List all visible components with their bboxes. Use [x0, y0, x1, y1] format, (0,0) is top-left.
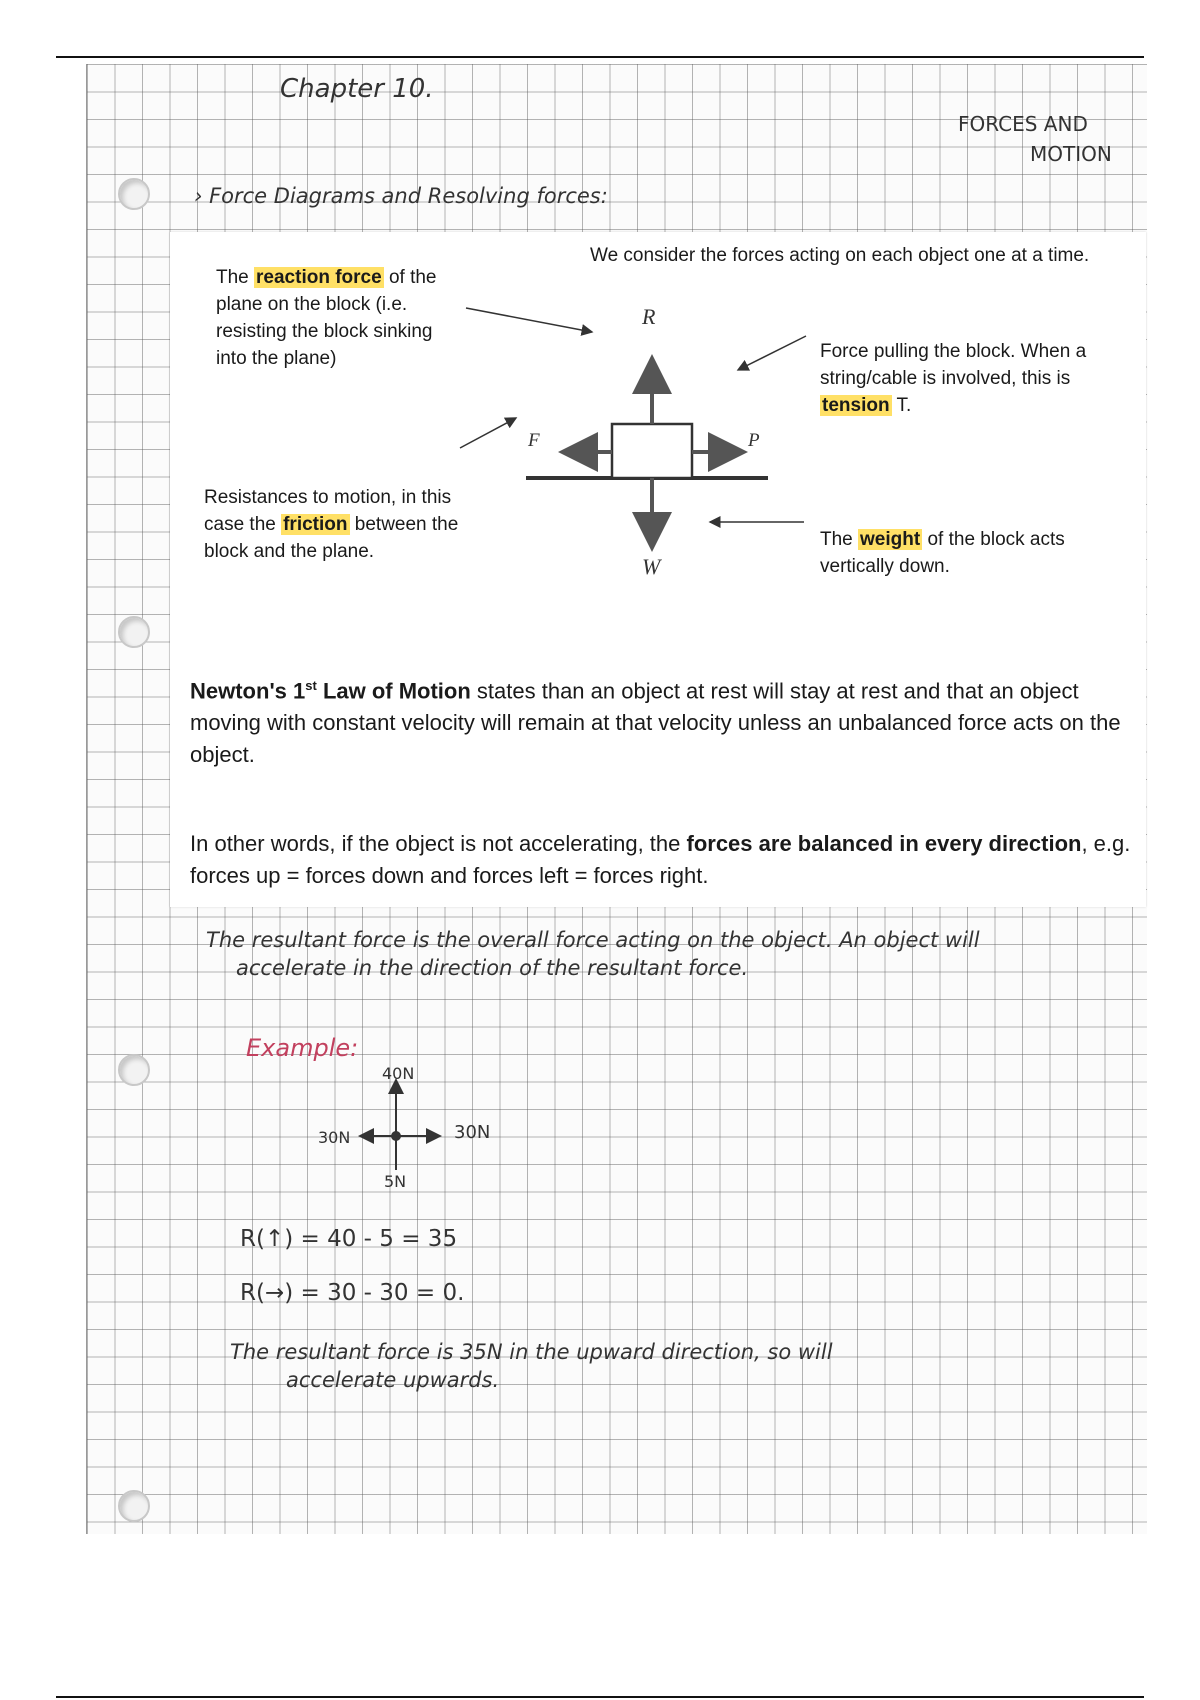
- force-right-label: 30N: [454, 1122, 491, 1143]
- top-rule: [56, 56, 1144, 58]
- label-R: R: [642, 304, 656, 329]
- printed-insert: [170, 232, 1146, 907]
- topic-title-line1: FORCES AND: [958, 112, 1088, 136]
- resultant-line2: accelerate in the direction of the resultant force.: [236, 956, 749, 980]
- calc-vertical: R(↑) = 40 - 5 = 35: [240, 1226, 458, 1252]
- force-down-label: 5N: [384, 1172, 407, 1191]
- calc-horizontal: R(→) = 30 - 30 = 0.: [240, 1280, 465, 1306]
- reaction-note: The reaction force of the plane on the block (i.e. resisting the block sinking into the plane): [216, 267, 437, 369]
- punch-hole: [118, 1054, 150, 1086]
- block: [612, 424, 692, 478]
- newton-law: Newton's 1st Law of Motion states than an object at rest will stay at rest and that an object moving with constant velocity will remain at that velocity unless an unbalanced force acts on the object.: [190, 678, 1121, 768]
- intro-text: We consider the forces acting on each object one at a time.: [590, 245, 1090, 266]
- pointer-pulling: [738, 336, 806, 370]
- punch-hole: [118, 178, 150, 210]
- label-W: W: [642, 554, 661, 579]
- label-P: P: [748, 430, 760, 451]
- force-up-label: 40N: [382, 1064, 415, 1083]
- weight-note: The weight of the block acts vertically down.: [820, 529, 1065, 577]
- label-F: F: [528, 430, 540, 451]
- resistance-note: Resistances to motion, in this case the friction between the block and the plane.: [204, 487, 459, 562]
- topic-title-line2: MOTION: [1030, 142, 1112, 166]
- resultant-line1: The resultant force is the overall force acting on the object. An object will: [206, 928, 980, 952]
- punch-hole: [118, 1490, 150, 1522]
- section-heading: › Force Diagrams and Resolving forces:: [194, 184, 608, 208]
- conclusion-line1: The resultant force is 35N in the upward direction, so will: [230, 1340, 833, 1364]
- other-words: In other words, if the object is not accelerating, the forces are balanced in every direction, e.g. forces up = forces down and forces left = forces right.: [190, 831, 1131, 888]
- conclusion-line2: accelerate upwards.: [286, 1368, 500, 1392]
- force-left-label: 30N: [318, 1128, 351, 1147]
- chapter-title: Chapter 10.: [280, 74, 434, 104]
- pulling-note: Force pulling the block. When a string/cable is involved, this is tension T.: [820, 341, 1087, 416]
- example-heading: Example:: [246, 1034, 359, 1062]
- punch-hole: [118, 616, 150, 648]
- bottom-rule: [56, 1696, 1144, 1698]
- pointer-friction: [460, 418, 516, 448]
- pointer-reaction: [466, 308, 592, 332]
